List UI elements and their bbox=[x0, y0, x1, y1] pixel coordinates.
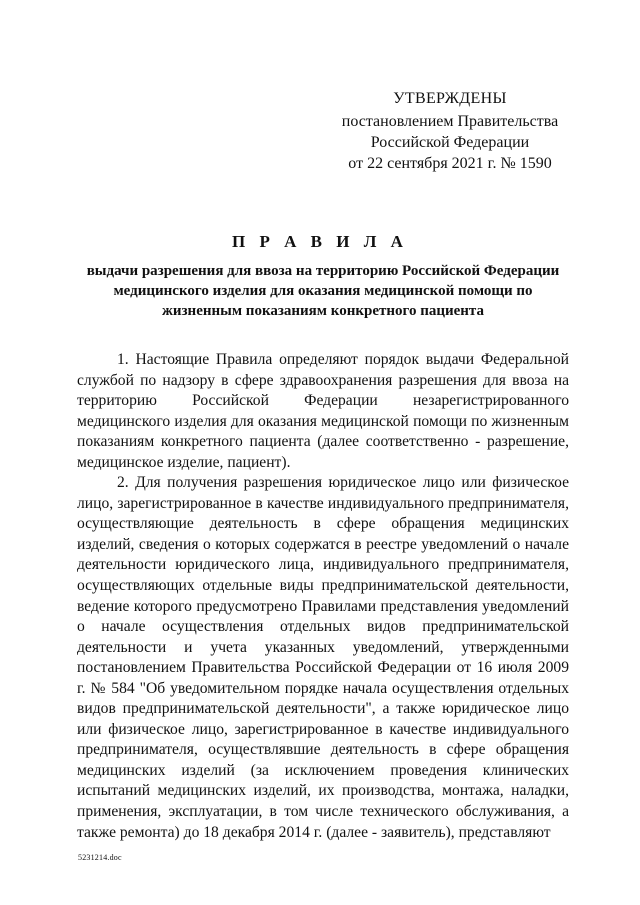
document-subtitle: выдачи разрешения для ввоза на территорию Российской Федерации медицинского изделия для оказания медицинской помощи по жизненным показаниям конкретного пациента bbox=[86, 263, 560, 319]
approval-heading: УТВЕРЖДЕНЫ bbox=[393, 90, 507, 107]
paragraph-2: 2. Для получения разрешения юридическое лицо или физическое лицо, зарегистрированное в качестве индивидуального предпринимателя, осуществляющие деятельность в сфере обращения медицинских изделий, сведения о которых содержатся в реестре уведомлений о начале деятельности юридического лица, индивидуального предпринимателя, осуществляющих отдельные виды предпринимательской деятельности, ведение которого предусмотрено Правилами представления уведомлений о начале осуществления отдельных видов предпринимательской деятельности и учета указанных уведомлений, утвержденными постановлением Правительства Российской Федерации от 16 июля 2009 г. № 584 "Об уведомительном порядке начала осуществления отдельных видов предпринимательской деятельности", а также юридическое лицо или физическое лицо, зарегистрированное в качестве индивидуального предпринимателя, осуществлявшие деятельность в сфере обращения медицинских изделий (за исключением проведения клинических испытаний медицинских изделий, их производства, монтажа, наладки, применения, эксплуатации, в том числе технического обслуживания, а также ремонта) до 18 декабря 2014 г. (далее - заявитель), представляют bbox=[77, 474, 569, 841]
approval-line-3: от 22 сентября 2021 г. № 1590 bbox=[348, 155, 552, 172]
approval-line-2: Российской Федерации bbox=[370, 134, 530, 151]
approval-block bbox=[330, 88, 570, 174]
document-title: П Р А В И Л А bbox=[232, 232, 408, 251]
paragraph-1: 1. Настоящие Правила определяют порядок выдачи Федеральной службой по надзору в сфере здравоохранения разрешения для ввоза на территорию Российской Федерации незарегистрированного медицинского изделия для оказания медицинской помощи по жизненным показаниям конкретного пациента (далее соответственно - разрешение, медицинское изделие, пациент). bbox=[77, 351, 569, 471]
document-body bbox=[77, 350, 569, 843]
footer-doc-code: 5231214.doc bbox=[78, 853, 122, 862]
approval-line-1: постановлением Правительства bbox=[341, 113, 559, 130]
